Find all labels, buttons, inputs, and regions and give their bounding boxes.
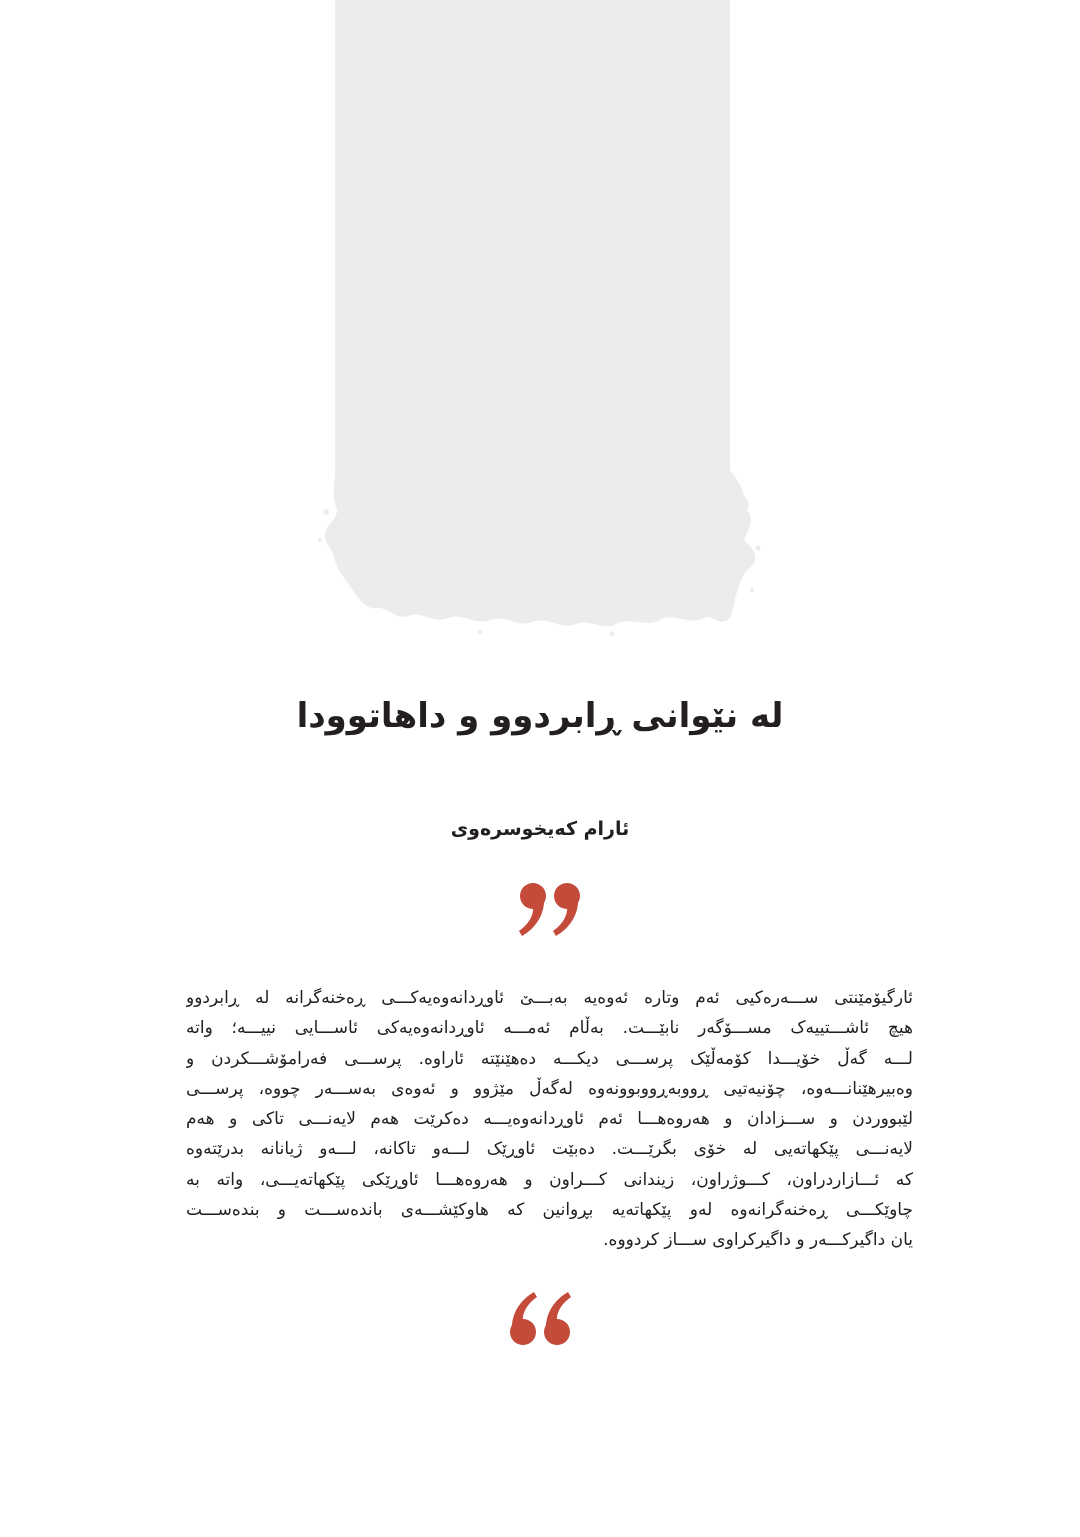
body-line: لـــە گەڵ خۆیـــدا کۆمەڵێک پرســـی دیکـــە دەهێنێتە ئاراوە. پرســـی فەرامۆشـــکردن و bbox=[186, 1048, 913, 1069]
body-line: کە ئـــازاردراون، کـــوژراون، زیندانی کـــراون و هەروەهـــا ئاوڕێکی پێکهاتەیـــی، واتە بە bbox=[186, 1169, 913, 1190]
body-line: یان داگیرکـــەر و داگیرکراوی ســـاز کردووە. bbox=[603, 1230, 913, 1251]
article-title: له نێوانی ڕابردوو و داهاتوودا bbox=[296, 696, 784, 736]
body-line: لێبووردن و ســـزادان و هەروەهـــا ئەم ئاوڕدانەوەیـــە دەکرێت هەم لایەنـــی تاکی و هەم bbox=[186, 1109, 913, 1130]
body-line: ئارگیۆمێنتی ســـەرەکیی ئەم وتارە ئەوەیە بەبـــێ ئاوڕدانەوەیەکـــی ڕەخنەگرانە لە ڕابردوو bbox=[186, 988, 913, 1008]
body-line: چاوێکـــی ڕەخنەگرانەوە لەو پێکهاتەیە بڕوانین کە هاوکێشـــەی باندەســـت و بندەســـت bbox=[186, 1200, 913, 1221]
author-name: ئارام کەیخوسرەوی bbox=[450, 818, 630, 840]
quote-close-icon bbox=[490, 1282, 590, 1352]
body-line: وەبیرهێنانـــەوە، چۆنیەتیی ڕووبەڕووبوونەوە لەگەڵ مێژوو و ئەوەی بەســـەر چووە، پرســـی bbox=[186, 1078, 913, 1099]
brush-stroke-decoration bbox=[0, 0, 1080, 680]
quote-open-icon bbox=[500, 876, 600, 946]
body-line: هیچ ئاشـــتییەک مســـۆگەر نابێـــت. بەڵام ئەمـــە ئاوڕدانەوەیەکی ئاســـایی نییـــە؛ واتە bbox=[186, 1018, 913, 1039]
article-body bbox=[186, 983, 913, 1256]
body-line: لایەنـــی پێکهاتەیی لە خۆی بگرێـــت. دەبێت ئاوڕێک لـــەو تاکانە، لـــەو ژیانانە بدرێتەوە bbox=[186, 1139, 913, 1160]
